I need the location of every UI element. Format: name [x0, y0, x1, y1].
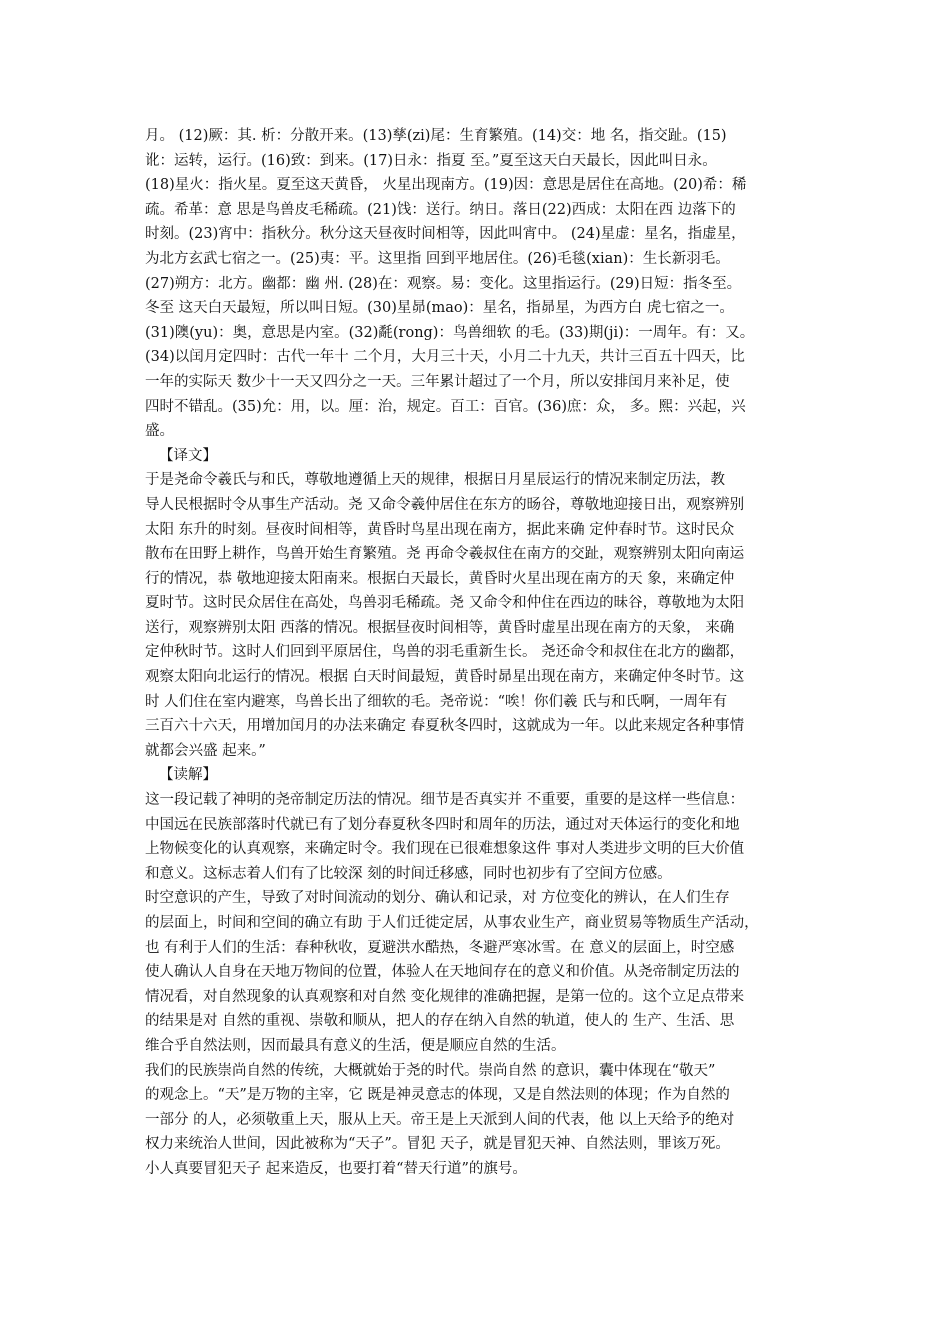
annotation-notes: 月。 (12)厥：其. 析：分散开来。(13)孳(zi)尾：生育繁殖。(14)交：地 名，指交趾。(15) 讹：运转，运行。(16)致：到来。(17)日永：指夏 至。”夏至这天白天最长，因此叫日永。 (18)星火：指火星。夏至这天黄昏， 火星出现南方。(19)因：意思是居住在高地。(20)希：稀 疏。希革：意 思是鸟兽皮毛稀疏。(21)饯：送行。纳日。落日(22)西成：太阳在西 边落下的 时刻。(23)宵中：指秋分。秋分这天昼夜时间相等，因此叫宵中。 (24)星虚：星名，指虚星， 为北方玄武七宿之一。(25)夷：平。这里指 回到平地居住。(26)毛毯(xian)：生长新羽毛。 (27)朔方：北方。幽都：幽 州. (28)在：观察。易：变化。这里指运行。(29)日短：指冬至。 冬至 这天白天最短，所以叫日短。(30)星昴(mao)：星名，指昴星，为西方白 虎七宿之一。 (31)隩(yu)：奥，意思是内室。(32)氄(rong)：鸟兽细软 的毛。(33)期(ji)：一周年。有：又。 (34)以闰月定四时：古代一年十 二个月，大月三十天，小月二十九天，共计三百五十四天，比 一年的实际天 数少十一天又四分之一天。三年累计超过了一个月，所以安排闰月来补足，使 四时不错乱。(35)允：用，以。厘：治，规定。百工：百官。(36)庶：众， 多。熙：兴起，兴 盛。: [145, 128, 755, 440]
page-content: [145, 124, 815, 1182]
reading-paragraph-3: 我们的民族崇尚自然的传统，大概就始于尧的时代。崇尚自然 的意识，囊中体现在“敬天” 的观念上。“天”是万物的主宰，它 既是神灵意志的体现，又是自然法则的体现；作为自然的 一部分 的人，必须敬重上天，服从上天。帝王是上天派到人间的代表，他 以上天给予的绝对 权力来统治人世间，因此被称为“天子”。冒犯 天子，就是冒犯天神、自然法则，罪该万死。 小人真要冒犯天子 起来造反，也要打着“替天行道”的旗号。: [145, 1062, 735, 1177]
reading-paragraph-1: 这一段记载了神明的尧帝制定历法的情况。细节是否真实并 不重要，重要的是这样一些信息： 中国远在民族部落时代就已有了划分春夏秋冬四时和周年的历法，通过对天体运行的变化和地 上物候变化的认真观察，来确定时令。我们现在已很难想象这件 事对人类进步文明的巨大价值 和意义。这标志着人们有了比较深 刻的时间迁移感，同时也初步有了空间方位感。: [145, 792, 745, 882]
translation-paragraph: 于是尧命令羲氏与和氏，尊敬地遵循上天的规律，根据日月星辰运行的情况来制定历法，教 导人民根据时令从事生产活动。尧 又命令羲仲居住在东方的旸谷，尊敬地迎接日出，观察辨别 太阳 东升的时刻。昼夜时间相等，黄昏时鸟星出现在南方，据此来确 定仲春时节。这时民众 散布在田野上耕作，鸟兽开始生育繁殖。尧 再命令羲叔住在南方的交趾，观察辨别太阳向南运 行的情况，恭 敬地迎接太阳南来。根据白天最长，黄昏时火星出现在南方的天 象，来确定仲 夏时节。这时民众居住在高处，鸟兽羽毛稀疏。尧 又命令和仲住在西边的昧谷，尊敬地为太阳 送行，观察辨别太阳 西落的情况。根据昼夜时间相等，黄昏时虚星出现在南方的天象， 来确 定仲秋时节。这时人们回到平原居住，鸟兽的羽毛重新生长。 尧还命令和叔住在北方的幽都， 观察太阳向北运行的情况。根据 白天时间最短，黄昏时昴星出现在南方，来确定仲冬时节。这 时 人们住在室内避寒，鸟兽长出了细软的毛。尧帝说：“唉！你们羲 氏与和氏啊，一周年有 三百六十六天，用增加闰月的办法来确定 春夏秋冬四时，这就成为一年。以此来规定各种事情 就都会兴盛 起来。”: [145, 472, 745, 759]
reading-heading: 【读解】: [159, 767, 217, 784]
reading-paragraph-2: 时空意识的产生，导致了对时间流动的划分、确认和记录，对 方位变化的辨认，在人们生存 的层面上，时间和空间的确立有助 于人们迁徙定居，从事农业生产，商业贸易等物质生产活动， 也 有利于人们的生活：春种秋收，夏避洪水酷热，冬避严寒冰雪。在 意义的层面上，时空感 使人确认人自身在天地万物间的位置，体验人在天地间存在的意义和价值。从尧帝制定历法的 情况看，对自然现象的认真观察和对自然 变化规律的准确把握，是第一位的。这个立足点带来 的结果是对 自然的重视、崇敬和顺从，把人的存在纳入自然的轨道，使人的 生产、生活、思 维合乎自然法则，因而最具有意义的生活，便是顺应自然的生活。: [145, 890, 759, 1054]
translation-heading: 【译文】: [159, 447, 217, 464]
